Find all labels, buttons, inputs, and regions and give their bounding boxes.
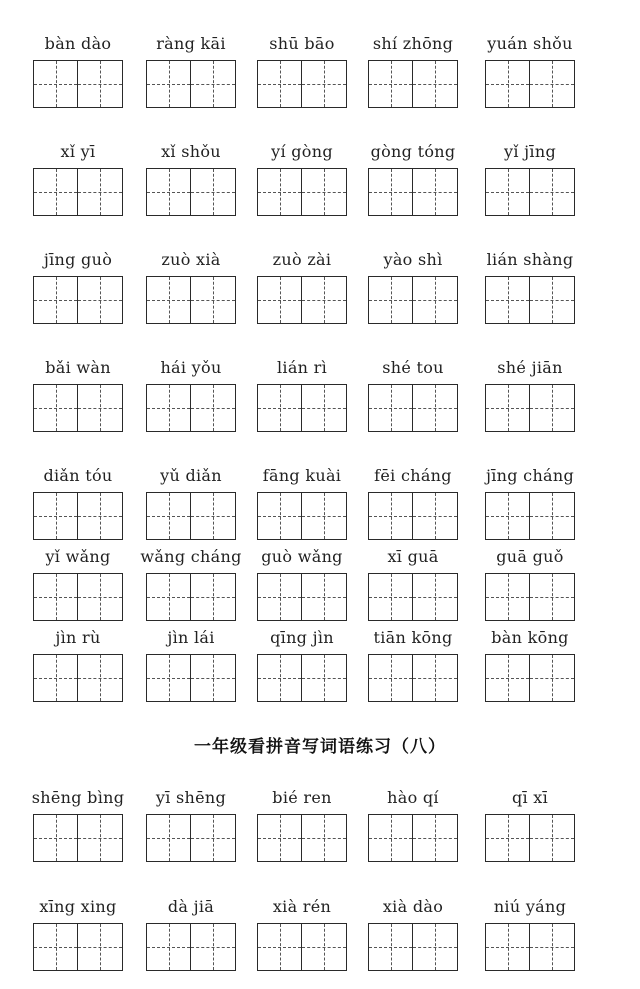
writing-grid — [146, 654, 236, 702]
writing-box[interactable] — [191, 573, 236, 621]
writing-box[interactable] — [191, 654, 236, 702]
writing-box[interactable] — [413, 492, 458, 540]
word-item — [246, 545, 358, 621]
writing-box[interactable] — [530, 384, 575, 432]
writing-grid — [146, 923, 236, 971]
writing-grid — [368, 492, 458, 540]
writing-box[interactable] — [485, 573, 530, 621]
word-item — [22, 545, 134, 621]
pinyin-label: xǐ shǒu — [161, 142, 221, 161]
writing-grid — [33, 60, 123, 108]
writing-box[interactable] — [78, 923, 123, 971]
writing-box[interactable] — [146, 276, 191, 324]
writing-box[interactable] — [413, 654, 458, 702]
pinyin-label: lián rì — [276, 358, 328, 377]
pinyin-label: shēng bìng — [31, 788, 125, 807]
writing-grid — [485, 384, 575, 432]
pinyin-label: shū bāo — [269, 34, 335, 53]
writing-box[interactable] — [33, 384, 78, 432]
writing-grid — [485, 573, 575, 621]
pinyin-label: bǎi wàn — [45, 358, 111, 377]
writing-box[interactable] — [191, 384, 236, 432]
writing-grid — [146, 573, 236, 621]
word-item — [474, 626, 586, 702]
writing-box[interactable] — [33, 276, 78, 324]
writing-grid — [33, 654, 123, 702]
writing-box[interactable] — [413, 60, 458, 108]
writing-box[interactable] — [257, 654, 302, 702]
pinyin-label: hào qí — [387, 788, 439, 807]
writing-box[interactable] — [368, 168, 413, 216]
pinyin-label: yí gòng — [271, 142, 333, 161]
writing-box[interactable] — [257, 573, 302, 621]
pinyin-label: xīng xing — [39, 897, 117, 916]
writing-box[interactable] — [33, 654, 78, 702]
writing-box[interactable] — [191, 923, 236, 971]
writing-box[interactable] — [485, 654, 530, 702]
pinyin-label: bàn kōng — [491, 628, 569, 647]
pinyin-label: yuán shǒu — [487, 34, 573, 53]
word-item — [22, 464, 134, 540]
pinyin-label: fāng kuài — [262, 466, 342, 485]
writing-box[interactable] — [33, 814, 78, 862]
word-item — [22, 786, 134, 862]
writing-grid — [368, 384, 458, 432]
writing-box[interactable] — [146, 384, 191, 432]
writing-box[interactable] — [530, 573, 575, 621]
writing-grid — [33, 814, 123, 862]
pinyin-label: gòng tóng — [370, 142, 456, 161]
writing-box[interactable] — [146, 168, 191, 216]
word-item — [22, 895, 134, 971]
writing-box[interactable] — [78, 573, 123, 621]
writing-box[interactable] — [302, 384, 347, 432]
pinyin-label: diǎn tóu — [43, 466, 113, 485]
word-item — [246, 895, 358, 971]
pinyin-label: yī shēng — [155, 788, 227, 807]
writing-grid — [257, 654, 347, 702]
writing-grid — [33, 492, 123, 540]
word-item — [246, 786, 358, 862]
word-item — [474, 140, 586, 216]
writing-box[interactable] — [33, 573, 78, 621]
writing-grid — [33, 168, 123, 216]
writing-box[interactable] — [257, 384, 302, 432]
section-title: 一年级看拼音写词语练习（八） — [194, 737, 446, 757]
word-item — [22, 248, 134, 324]
writing-grid — [485, 168, 575, 216]
writing-box[interactable] — [530, 276, 575, 324]
writing-grid — [146, 492, 236, 540]
word-item — [474, 248, 586, 324]
writing-box[interactable] — [302, 654, 347, 702]
word-item — [22, 32, 134, 108]
writing-box[interactable] — [33, 168, 78, 216]
pinyin-label: qīng jìn — [270, 628, 334, 647]
word-item — [246, 248, 358, 324]
writing-box[interactable] — [368, 573, 413, 621]
writing-grid — [146, 814, 236, 862]
pinyin-label: niú yáng — [493, 897, 567, 916]
word-item — [246, 356, 358, 432]
writing-box[interactable] — [257, 923, 302, 971]
pinyin-label: jīng guò — [43, 250, 113, 269]
pinyin-label: yǐ jīng — [504, 142, 556, 161]
writing-box[interactable] — [302, 923, 347, 971]
writing-box[interactable] — [368, 276, 413, 324]
word-item — [246, 464, 358, 540]
writing-box[interactable] — [302, 60, 347, 108]
word-item — [357, 786, 469, 862]
writing-box[interactable] — [368, 814, 413, 862]
writing-grid — [33, 276, 123, 324]
pinyin-label: lián shàng — [486, 250, 574, 269]
pinyin-label: jìn lái — [167, 628, 215, 647]
word-item — [22, 356, 134, 432]
writing-grid — [146, 60, 236, 108]
writing-box[interactable] — [191, 814, 236, 862]
writing-box[interactable] — [257, 492, 302, 540]
writing-box[interactable] — [302, 814, 347, 862]
writing-box[interactable] — [530, 168, 575, 216]
pinyin-label: yǔ diǎn — [160, 466, 222, 485]
writing-box[interactable] — [33, 60, 78, 108]
pinyin-label: dà jiā — [167, 897, 215, 916]
writing-box[interactable] — [530, 654, 575, 702]
writing-grid — [368, 923, 458, 971]
writing-box[interactable] — [530, 814, 575, 862]
writing-box[interactable] — [302, 168, 347, 216]
pinyin-label: tiān kōng — [373, 628, 453, 647]
writing-grid — [485, 814, 575, 862]
word-item — [357, 140, 469, 216]
writing-grid — [146, 276, 236, 324]
writing-grid — [257, 276, 347, 324]
pinyin-label: ràng kāi — [156, 34, 226, 53]
writing-grid — [257, 60, 347, 108]
writing-box[interactable] — [191, 60, 236, 108]
word-item — [135, 895, 247, 971]
pinyin-label: xǐ yī — [60, 142, 96, 161]
word-item — [135, 626, 247, 702]
pinyin-label: hái yǒu — [160, 358, 222, 377]
writing-box[interactable] — [191, 276, 236, 324]
pinyin-label: zuò zài — [272, 250, 332, 269]
writing-grid — [257, 573, 347, 621]
writing-box[interactable] — [257, 60, 302, 108]
pinyin-label: fēi cháng — [374, 466, 452, 485]
writing-grid — [33, 573, 123, 621]
writing-grid — [368, 168, 458, 216]
word-item — [246, 140, 358, 216]
pinyin-label: shé tou — [382, 358, 444, 377]
word-item — [357, 626, 469, 702]
writing-box[interactable] — [146, 573, 191, 621]
writing-grid — [485, 276, 575, 324]
writing-box[interactable] — [485, 60, 530, 108]
writing-box[interactable] — [485, 492, 530, 540]
writing-grid — [33, 384, 123, 432]
writing-box[interactable] — [78, 60, 123, 108]
writing-grid — [368, 654, 458, 702]
writing-box[interactable] — [485, 814, 530, 862]
word-item — [135, 356, 247, 432]
pinyin-label: guò wǎng — [261, 547, 343, 566]
writing-box[interactable] — [368, 654, 413, 702]
writing-box[interactable] — [413, 573, 458, 621]
writing-box[interactable] — [368, 923, 413, 971]
writing-box[interactable] — [413, 814, 458, 862]
writing-grid — [485, 654, 575, 702]
writing-box[interactable] — [257, 814, 302, 862]
pinyin-label: jīng cháng — [485, 466, 575, 485]
pinyin-label: xià rén — [272, 897, 332, 916]
writing-box[interactable] — [485, 384, 530, 432]
writing-box[interactable] — [146, 60, 191, 108]
word-item — [135, 545, 247, 621]
writing-grid — [257, 923, 347, 971]
word-item — [22, 140, 134, 216]
pinyin-label: bié ren — [272, 788, 332, 807]
writing-box[interactable] — [191, 168, 236, 216]
writing-box[interactable] — [146, 492, 191, 540]
writing-grid — [368, 573, 458, 621]
word-item — [474, 356, 586, 432]
writing-grid — [257, 814, 347, 862]
pinyin-label: xī guā — [387, 547, 439, 566]
writing-grid — [485, 60, 575, 108]
pinyin-label: shí zhōng — [372, 34, 454, 53]
word-item — [474, 32, 586, 108]
word-item — [474, 786, 586, 862]
writing-grid — [146, 384, 236, 432]
writing-box[interactable] — [146, 923, 191, 971]
word-item — [135, 464, 247, 540]
writing-box[interactable] — [530, 492, 575, 540]
writing-box[interactable] — [530, 923, 575, 971]
writing-grid — [33, 923, 123, 971]
writing-box[interactable] — [302, 573, 347, 621]
word-item — [22, 626, 134, 702]
word-item — [135, 248, 247, 324]
writing-grid — [368, 60, 458, 108]
word-item — [357, 32, 469, 108]
writing-box[interactable] — [78, 384, 123, 432]
pinyin-label: zuò xià — [161, 250, 221, 269]
pinyin-label: bàn dào — [44, 34, 112, 53]
writing-box[interactable] — [368, 384, 413, 432]
writing-box[interactable] — [485, 276, 530, 324]
writing-box[interactable] — [413, 276, 458, 324]
word-item — [135, 32, 247, 108]
writing-box[interactable] — [257, 276, 302, 324]
pinyin-label: qī xī — [511, 788, 549, 807]
word-item — [246, 626, 358, 702]
pinyin-label: yǐ wǎng — [45, 547, 111, 566]
writing-grid — [485, 492, 575, 540]
writing-box[interactable] — [78, 276, 123, 324]
writing-box[interactable] — [530, 60, 575, 108]
pinyin-label: xià dào — [382, 897, 444, 916]
writing-grid — [146, 168, 236, 216]
writing-box[interactable] — [368, 60, 413, 108]
writing-box[interactable] — [78, 654, 123, 702]
writing-box[interactable] — [78, 168, 123, 216]
writing-grid — [368, 814, 458, 862]
writing-grid — [485, 923, 575, 971]
word-item — [474, 464, 586, 540]
pinyin-label: guā guǒ — [496, 547, 564, 566]
writing-box[interactable] — [257, 168, 302, 216]
word-item — [474, 895, 586, 971]
word-item — [357, 895, 469, 971]
word-item — [135, 786, 247, 862]
pinyin-label: wǎng cháng — [140, 547, 242, 566]
word-item — [246, 32, 358, 108]
writing-box[interactable] — [302, 276, 347, 324]
writing-box[interactable] — [78, 814, 123, 862]
word-item — [135, 140, 247, 216]
writing-grid — [257, 168, 347, 216]
writing-box[interactable] — [191, 492, 236, 540]
writing-box[interactable] — [302, 492, 347, 540]
word-item — [357, 464, 469, 540]
writing-box[interactable] — [413, 384, 458, 432]
writing-box[interactable] — [33, 923, 78, 971]
pinyin-label: shé jiān — [497, 358, 563, 377]
writing-grid — [257, 384, 347, 432]
word-item — [357, 356, 469, 432]
writing-box[interactable] — [78, 492, 123, 540]
writing-box[interactable] — [146, 814, 191, 862]
pinyin-label: jìn rù — [55, 628, 101, 647]
word-item — [357, 545, 469, 621]
writing-box[interactable] — [368, 492, 413, 540]
writing-box[interactable] — [485, 168, 530, 216]
writing-box[interactable] — [485, 923, 530, 971]
word-item — [474, 545, 586, 621]
writing-box[interactable] — [413, 168, 458, 216]
writing-box[interactable] — [33, 492, 78, 540]
pinyin-label: yào shì — [383, 250, 443, 269]
writing-box[interactable] — [146, 654, 191, 702]
writing-grid — [257, 492, 347, 540]
writing-box[interactable] — [413, 923, 458, 971]
writing-grid — [368, 276, 458, 324]
word-item — [357, 248, 469, 324]
